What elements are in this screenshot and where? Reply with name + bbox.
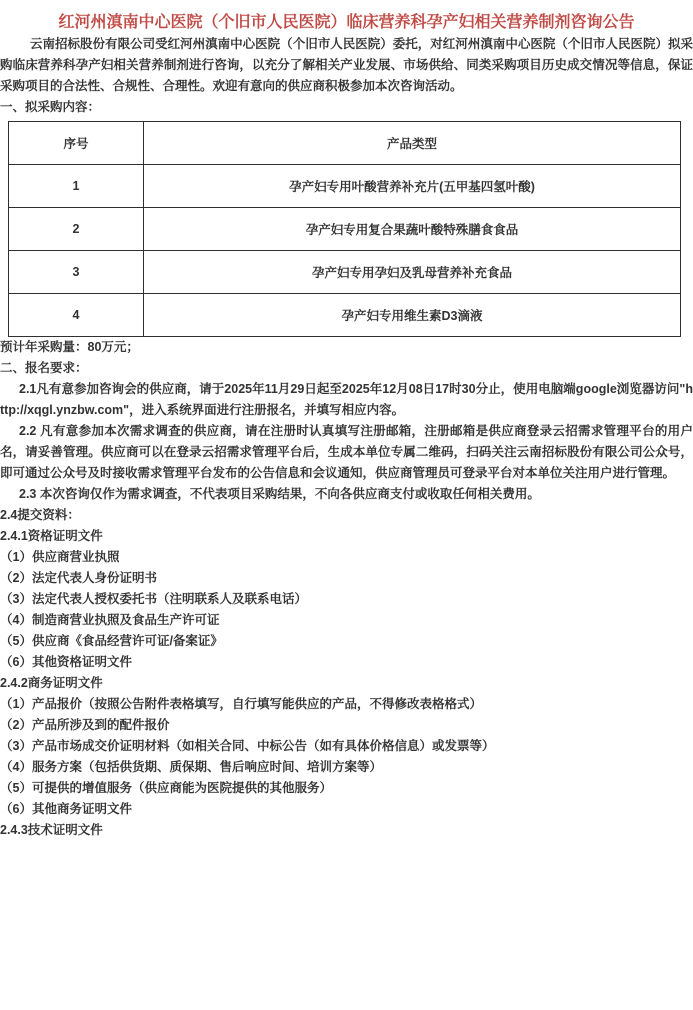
table-row (9, 251, 681, 294)
table-cell-index: 1 (9, 165, 144, 208)
list-item: （5）可提供的增值服务（供应商能为医院提供的其他服务） (0, 781, 332, 795)
list-item: （3）法定代表人授权委托书（注明联系人及联系电话） (0, 592, 307, 606)
list-item: （3）产品市场成交价证明材料（如相关合同、中标公告（如有具体价格信息）或发票等） (0, 739, 495, 753)
table-cell-index: 3 (9, 251, 144, 294)
technical-docs-heading: 2.4.3技术证明文件 (0, 823, 103, 837)
annual-purchase-volume: 预计年采购量：80万元； (0, 340, 139, 354)
list-item: （4）服务方案（包括供货期、质保期、售后响应时间、培训方案等） (0, 760, 382, 774)
table-header-index: 序号 (9, 122, 144, 165)
table-cell-product: 孕产妇专用叶酸营养补充片(五甲基四氢叶酸) (144, 165, 681, 208)
list-item: （6）其他资格证明文件 (0, 655, 132, 669)
commercial-docs-heading: 2.4.2商务证明文件 (0, 676, 103, 690)
disclaimer-paragraph: 2.3 本次咨询仅作为需求调查，不代表项目采购结果，不向各供应商支付或收取任何相关费用。 (19, 487, 540, 501)
table-header-row (9, 122, 681, 165)
table-header-product-type: 产品类型 (144, 122, 681, 165)
section2-heading: 二、报名要求： (0, 361, 88, 375)
list-item: （1）供应商营业执照 (0, 550, 120, 564)
registration-email-paragraph: 2.2 凡有意参加本次需求调查的供应商，请在注册时认真填写注册邮箱，注册邮箱是供应商登录云招需求管理平台的用户名，请妥善管理。供应商可以在登录云招需求管理平台后，生成本单位专属二维码，扫码关注云南招标股份有限公司公众号，即可通过公众号及时接收需求管理平台发布的公告信息和会议通知，供应商管理员可登录平台对本单位关注用户进行管理。 (0, 424, 693, 480)
registration-period-text-tail: "，进入系统界面进行注册报名，并填写相应内容。 (123, 403, 405, 417)
table-cell-product: 孕产妇专用孕妇及乳母营养补充食品 (144, 251, 681, 294)
section1-heading: 一、拟采购内容： (0, 100, 101, 114)
table-row (9, 294, 681, 337)
list-item: （4）制造商营业执照及食品生产许可证 (0, 613, 220, 627)
submit-materials-heading: 2.4提交资料： (0, 508, 80, 522)
table-cell-index: 2 (9, 208, 144, 251)
registration-url: http://xqgl.ynzbw.com (0, 382, 693, 417)
table-cell-index: 4 (9, 294, 144, 337)
list-item: （2）法定代表人身份证明书 (0, 571, 157, 585)
table-row (9, 208, 681, 251)
intro-paragraph: 云南招标股份有限公司受红河州滇南中心医院（个旧市人民医院）委托，对红河州滇南中心医院（个旧市人民医院）拟采购临床营养科孕产妇相关营养制剂进行咨询，以充分了解相关产业发展、市场供给、同类采购项目历史成交情况等信息，保证采购项目的合法性、合规性、合理性。欢迎有意向的供应商积极参加本次咨询活动。 (0, 37, 693, 93)
list-item: （6）其他商务证明文件 (0, 802, 132, 816)
registration-period-paragraph (0, 379, 693, 421)
qualification-docs-heading: 2.4.1资格证明文件 (0, 529, 103, 543)
list-item: （5）供应商《食品经营许可证/备案证》 (0, 634, 223, 648)
list-item: （2）产品所涉及到的配件报价 (0, 718, 170, 732)
page-title: 红河州滇南中心医院（个旧市人民医院）临床营养科孕产妇相关营养制剂咨询公告 (58, 14, 635, 31)
list-item: （1）产品报价（按照公告附件表格填写，自行填写能供应的产品，不得修改表格格式） (0, 697, 482, 711)
registration-period-text: 2.1凡有意参加咨询会的供应商，请于2025年11月29日起至2025年12月08日17时30分止，使用电脑端google浏览器访问" (19, 382, 686, 396)
procurement-table (8, 121, 681, 337)
table-cell-product: 孕产妇专用维生素D3滴液 (144, 294, 681, 337)
table-cell-product: 孕产妇专用复合果蔬叶酸特殊膳食食品 (144, 208, 681, 251)
table-row (9, 165, 681, 208)
